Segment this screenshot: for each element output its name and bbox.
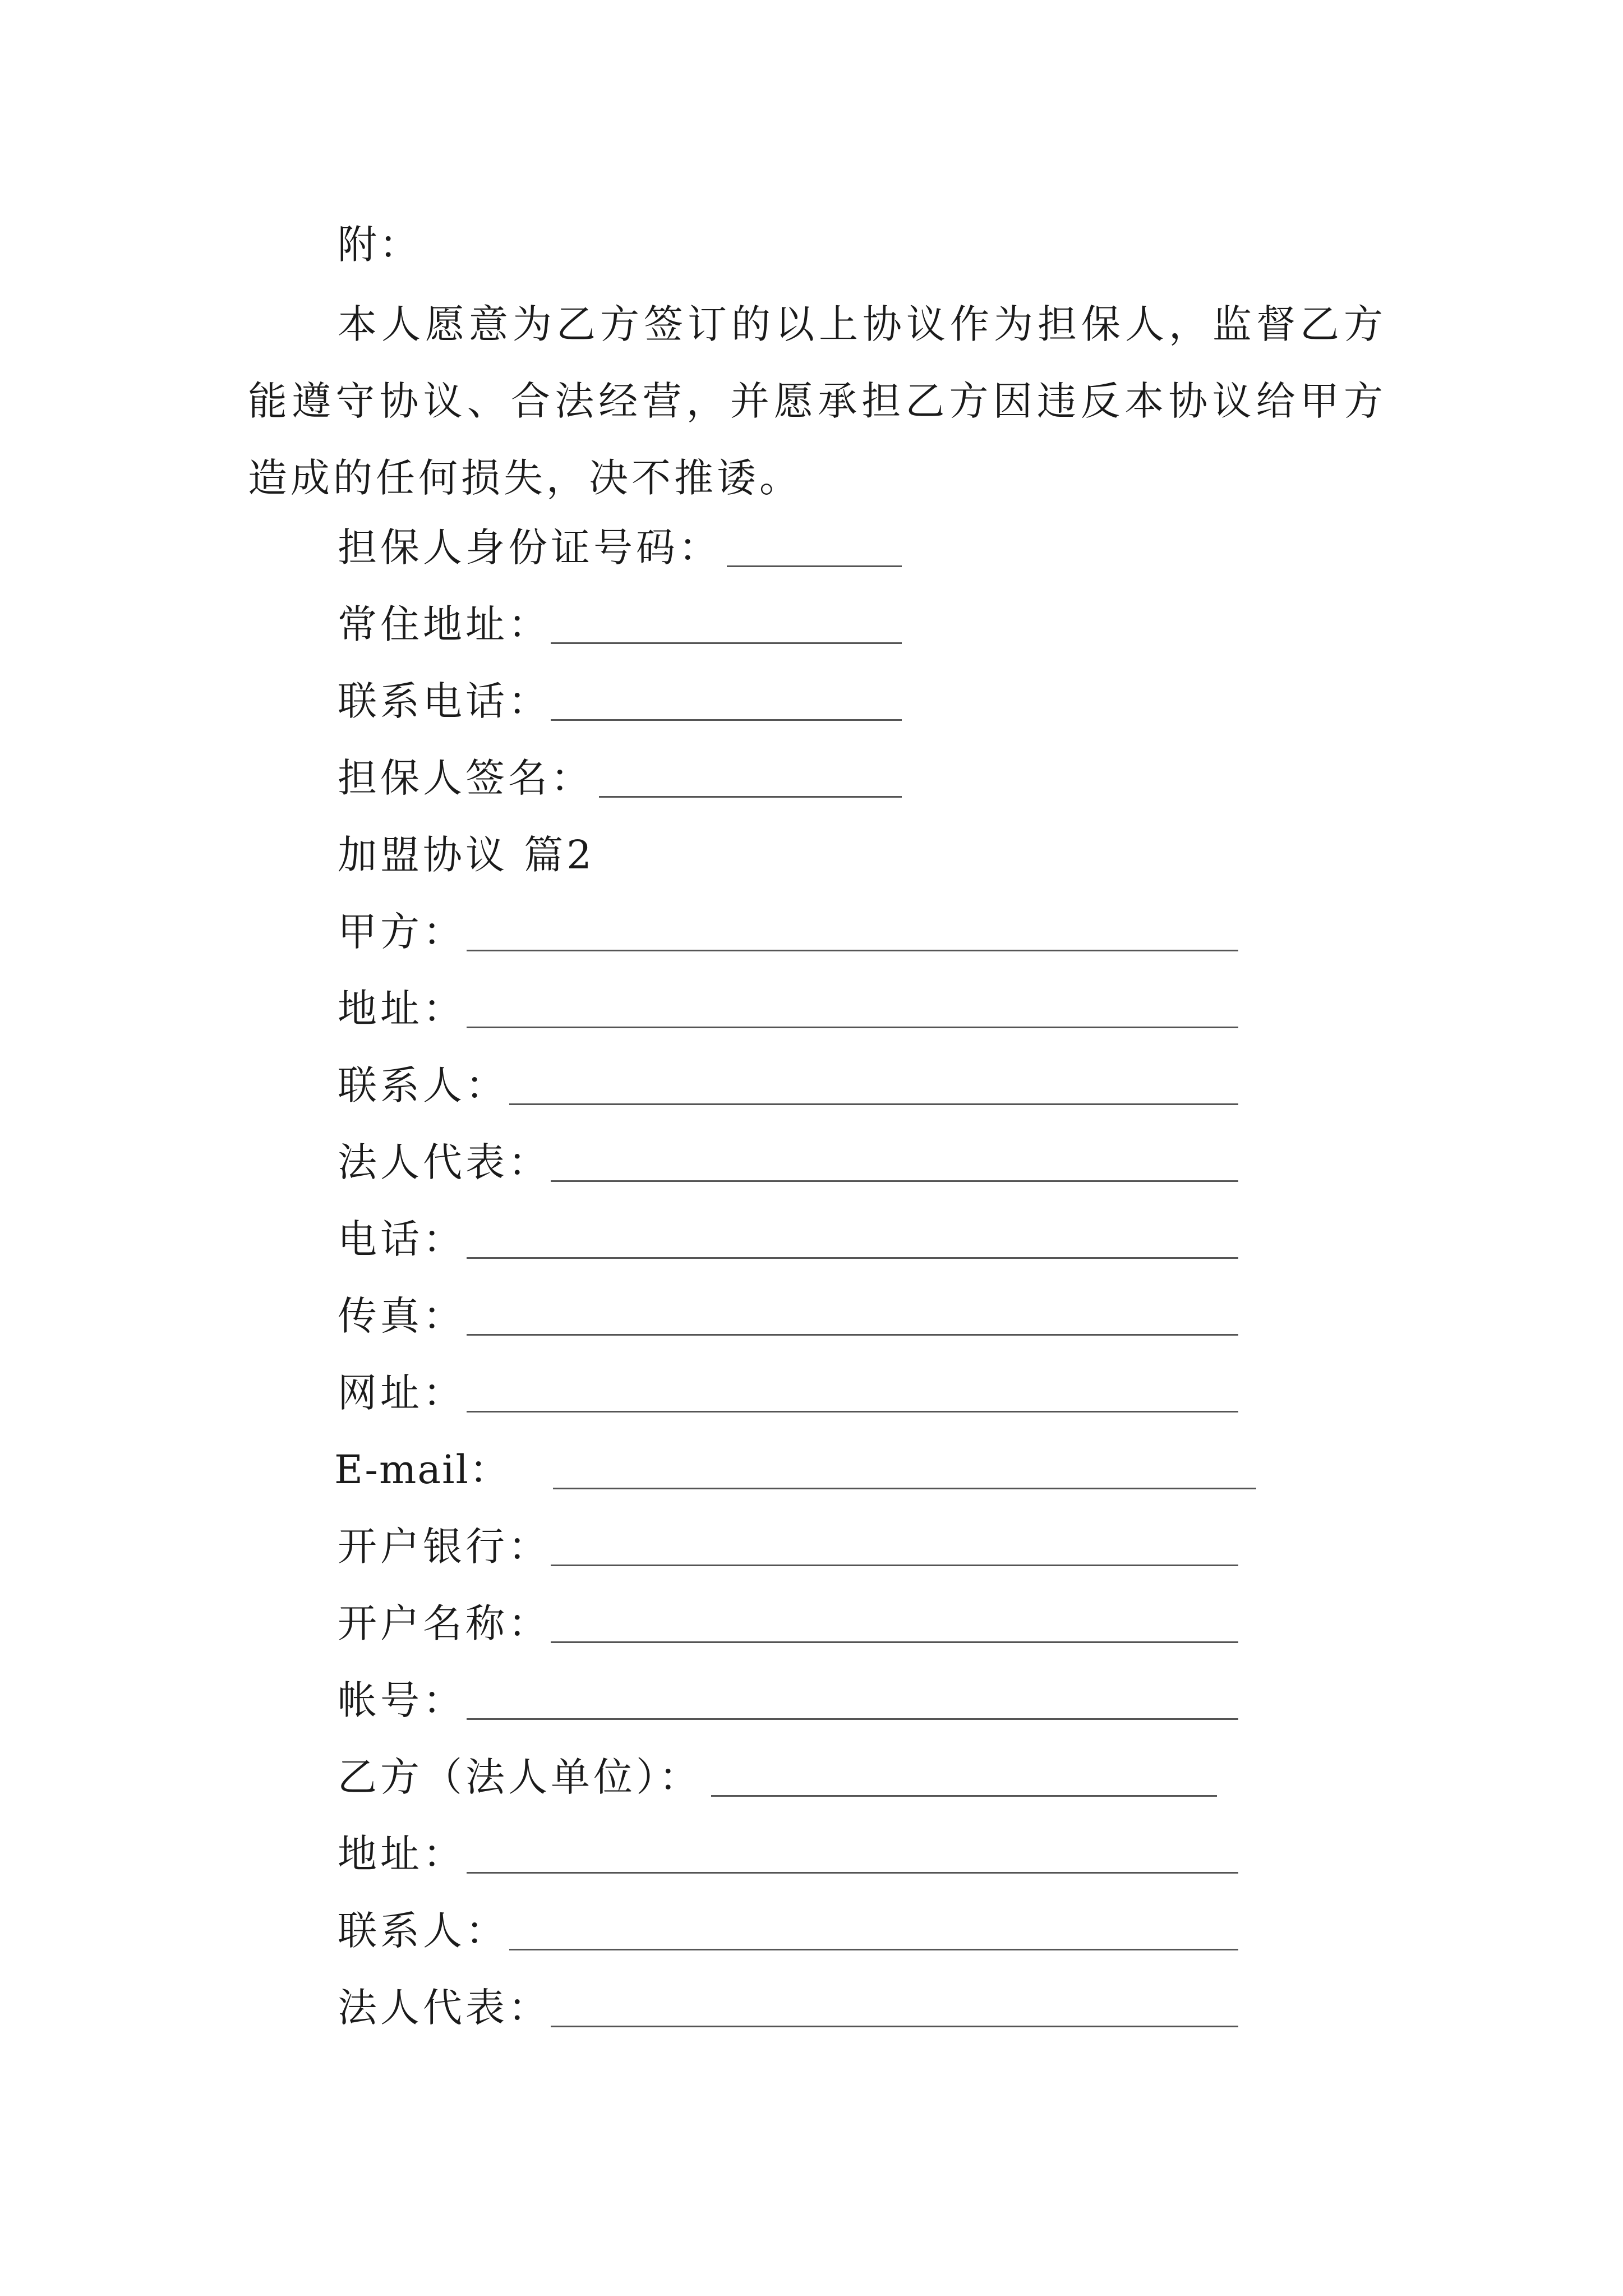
- blank-line[interactable]: [711, 1795, 1217, 1797]
- blank-line[interactable]: [467, 1718, 1238, 1720]
- blank-line[interactable]: [551, 1565, 1238, 1566]
- blank-line[interactable]: [467, 950, 1238, 951]
- field-label: 常住地址：: [338, 601, 551, 647]
- field-label: 开户银行：: [338, 1524, 551, 1570]
- field-label: 地址：: [338, 986, 465, 1032]
- field-label: 地址：: [338, 1831, 465, 1877]
- field-label: 传真：: [338, 1293, 465, 1339]
- blank-line[interactable]: [509, 1103, 1238, 1105]
- field-label: 担保人身份证号码：: [338, 524, 721, 570]
- blank-line[interactable]: [551, 642, 902, 644]
- blank-line[interactable]: [467, 1872, 1238, 1874]
- field-label: 乙方（法人单位）：: [338, 1754, 702, 1800]
- attachment-heading: 附：: [338, 222, 421, 268]
- blank-line[interactable]: [551, 1641, 1238, 1643]
- blank-line[interactable]: [551, 719, 902, 721]
- blank-line[interactable]: [551, 2026, 1238, 2027]
- field-label: 法人代表：: [338, 1139, 551, 1185]
- field-label: E-mail：: [334, 1447, 510, 1493]
- field-label: 法人代表：: [338, 1985, 551, 2031]
- blank-line[interactable]: [551, 1180, 1238, 1182]
- blank-line[interactable]: [553, 1488, 1256, 1489]
- field-label: 网址：: [338, 1370, 465, 1416]
- field-label: 联系人：: [338, 1908, 508, 1954]
- blank-line[interactable]: [467, 1257, 1238, 1259]
- section-title: 加盟协议 篇2: [338, 832, 595, 878]
- guarantee-paragraph: 本人愿意为乙方签订的以上协议作为担保人，监督乙方能遵守协议、合法经营，并愿承担乙方因违反本协议给甲方造成的任何损失，决不推诿。: [248, 301, 1386, 501]
- blank-line[interactable]: [727, 565, 902, 567]
- blank-line[interactable]: [509, 1949, 1238, 1950]
- field-label: 帐号：: [338, 1677, 465, 1723]
- blank-line[interactable]: [599, 796, 902, 798]
- field-label: 联系人：: [338, 1062, 508, 1108]
- field-label: 电话：: [338, 1216, 465, 1262]
- field-label: 担保人签名：: [338, 755, 593, 801]
- field-label: 甲方：: [338, 909, 465, 955]
- field-label: 联系电话：: [338, 678, 551, 724]
- blank-line[interactable]: [467, 1334, 1238, 1336]
- field-label: 开户名称：: [338, 1600, 551, 1646]
- blank-line[interactable]: [467, 1411, 1238, 1412]
- blank-line[interactable]: [467, 1027, 1238, 1028]
